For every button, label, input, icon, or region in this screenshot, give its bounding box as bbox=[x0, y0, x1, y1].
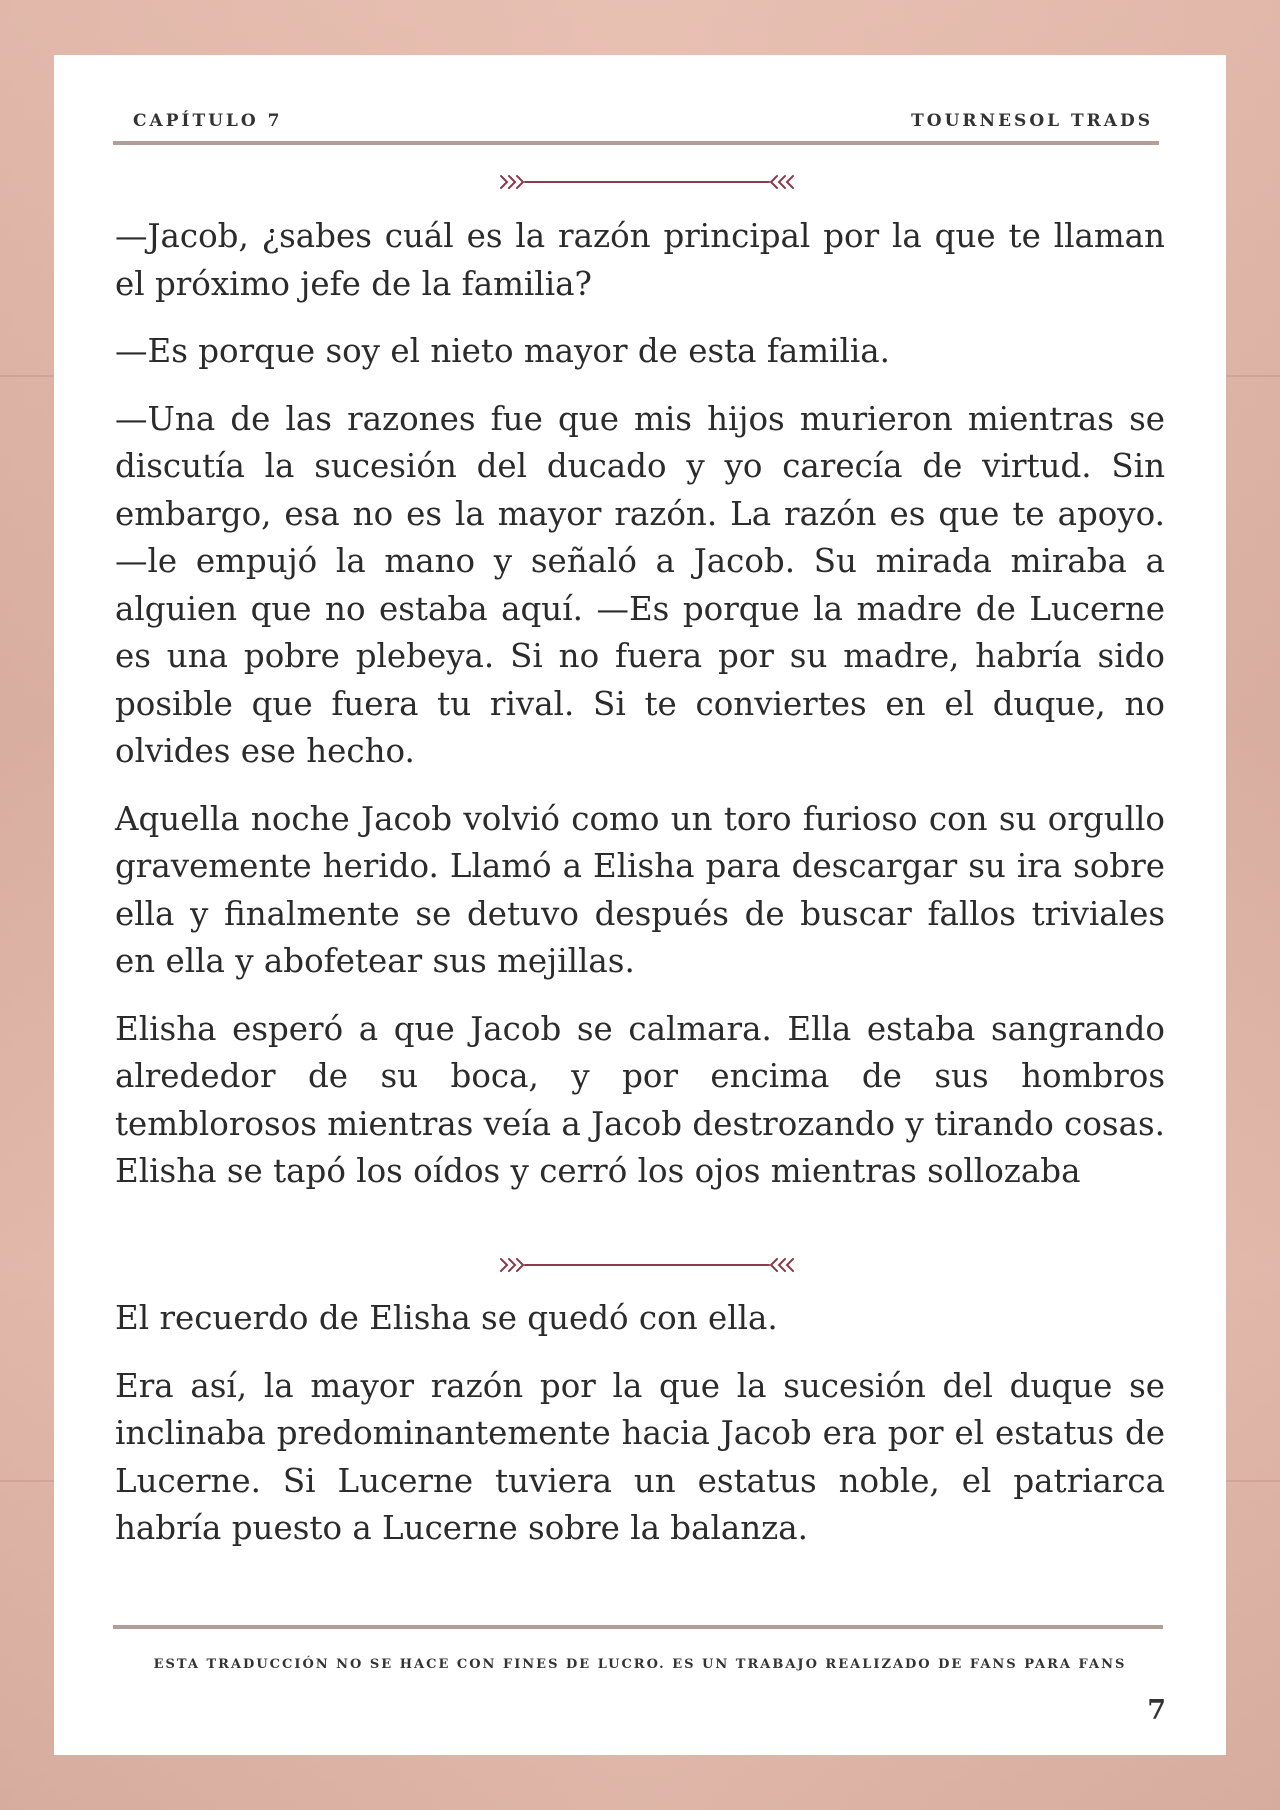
translator-label: TOURNESOL TRADS bbox=[911, 111, 1153, 131]
paragraph: El recuerdo de Elisha se quedó con ella. bbox=[115, 1299, 778, 1337]
header-rule bbox=[113, 141, 1159, 145]
paragraph: Aquella noche Jacob volvió como un toro furioso con su orgullo gravemente herido. Llamó a Elisha para descargar su ira sobre ella y finalmente se detuvo después de buscar fallos triviales en ella y abofetear sus mejillas. bbox=[115, 799, 1165, 980]
paragraph: —Es porque soy el nieto mayor de esta familia. bbox=[115, 332, 891, 370]
story-text-after bbox=[115, 1295, 1165, 1573]
paragraph: Era así, la mayor razón por la que la sucesión del duque se inclinaba predominantemente hacia Jacob era por el estatus de Lucerne. Si Lucerne tuviera un estatus noble, el patriarca habría puesto a Lucerne sobre la balanza. bbox=[115, 1366, 1165, 1547]
chapter-label: CAPÍTULO 7 bbox=[133, 111, 283, 131]
arrow-divider-icon bbox=[497, 170, 797, 194]
document-page bbox=[54, 55, 1226, 1755]
story-text-before bbox=[115, 213, 1165, 1216]
footer-rule bbox=[113, 1625, 1163, 1629]
page-header bbox=[127, 103, 1159, 137]
arrow-divider-icon bbox=[497, 1253, 797, 1277]
page-number: 7 bbox=[1147, 1695, 1166, 1726]
footer-disclaimer: ESTA TRADUCCIÓN NO SE HACE CON FINES DE LUCRO. ES UN TRABAJO REALIZADO DE FANS PARA FANS bbox=[153, 1657, 1127, 1672]
paragraph: —Una de las razones fue que mis hijos murieron mientras se discutía la sucesión del ducado y yo carecía de virtud. Sin embargo, esa no es la mayor razón. La razón es que te apoyo. —le empujó la mano y señaló a Jacob. Su mirada miraba a alguien que no estaba aquí. —Es porque la madre de Lucerne es una pobre plebeya. Si no fuera por su madre, habría sido posible que fuera tu rival. Si te conviertes en el duque, no olvides ese hecho. bbox=[115, 399, 1165, 770]
paragraph: —Jacob, ¿sabes cuál es la razón principal por la que te llaman el próximo jefe de la familia? bbox=[115, 217, 1165, 303]
paragraph: Elisha esperó a que Jacob se calmara. Ella estaba sangrando alrededor de su boca, y por encima de sus hombros temblorosos mientras veía a Jacob destrozando y tirando cosas. Elisha se tapó los oídos y cerró los ojos mientras sollozaba bbox=[115, 1009, 1165, 1190]
